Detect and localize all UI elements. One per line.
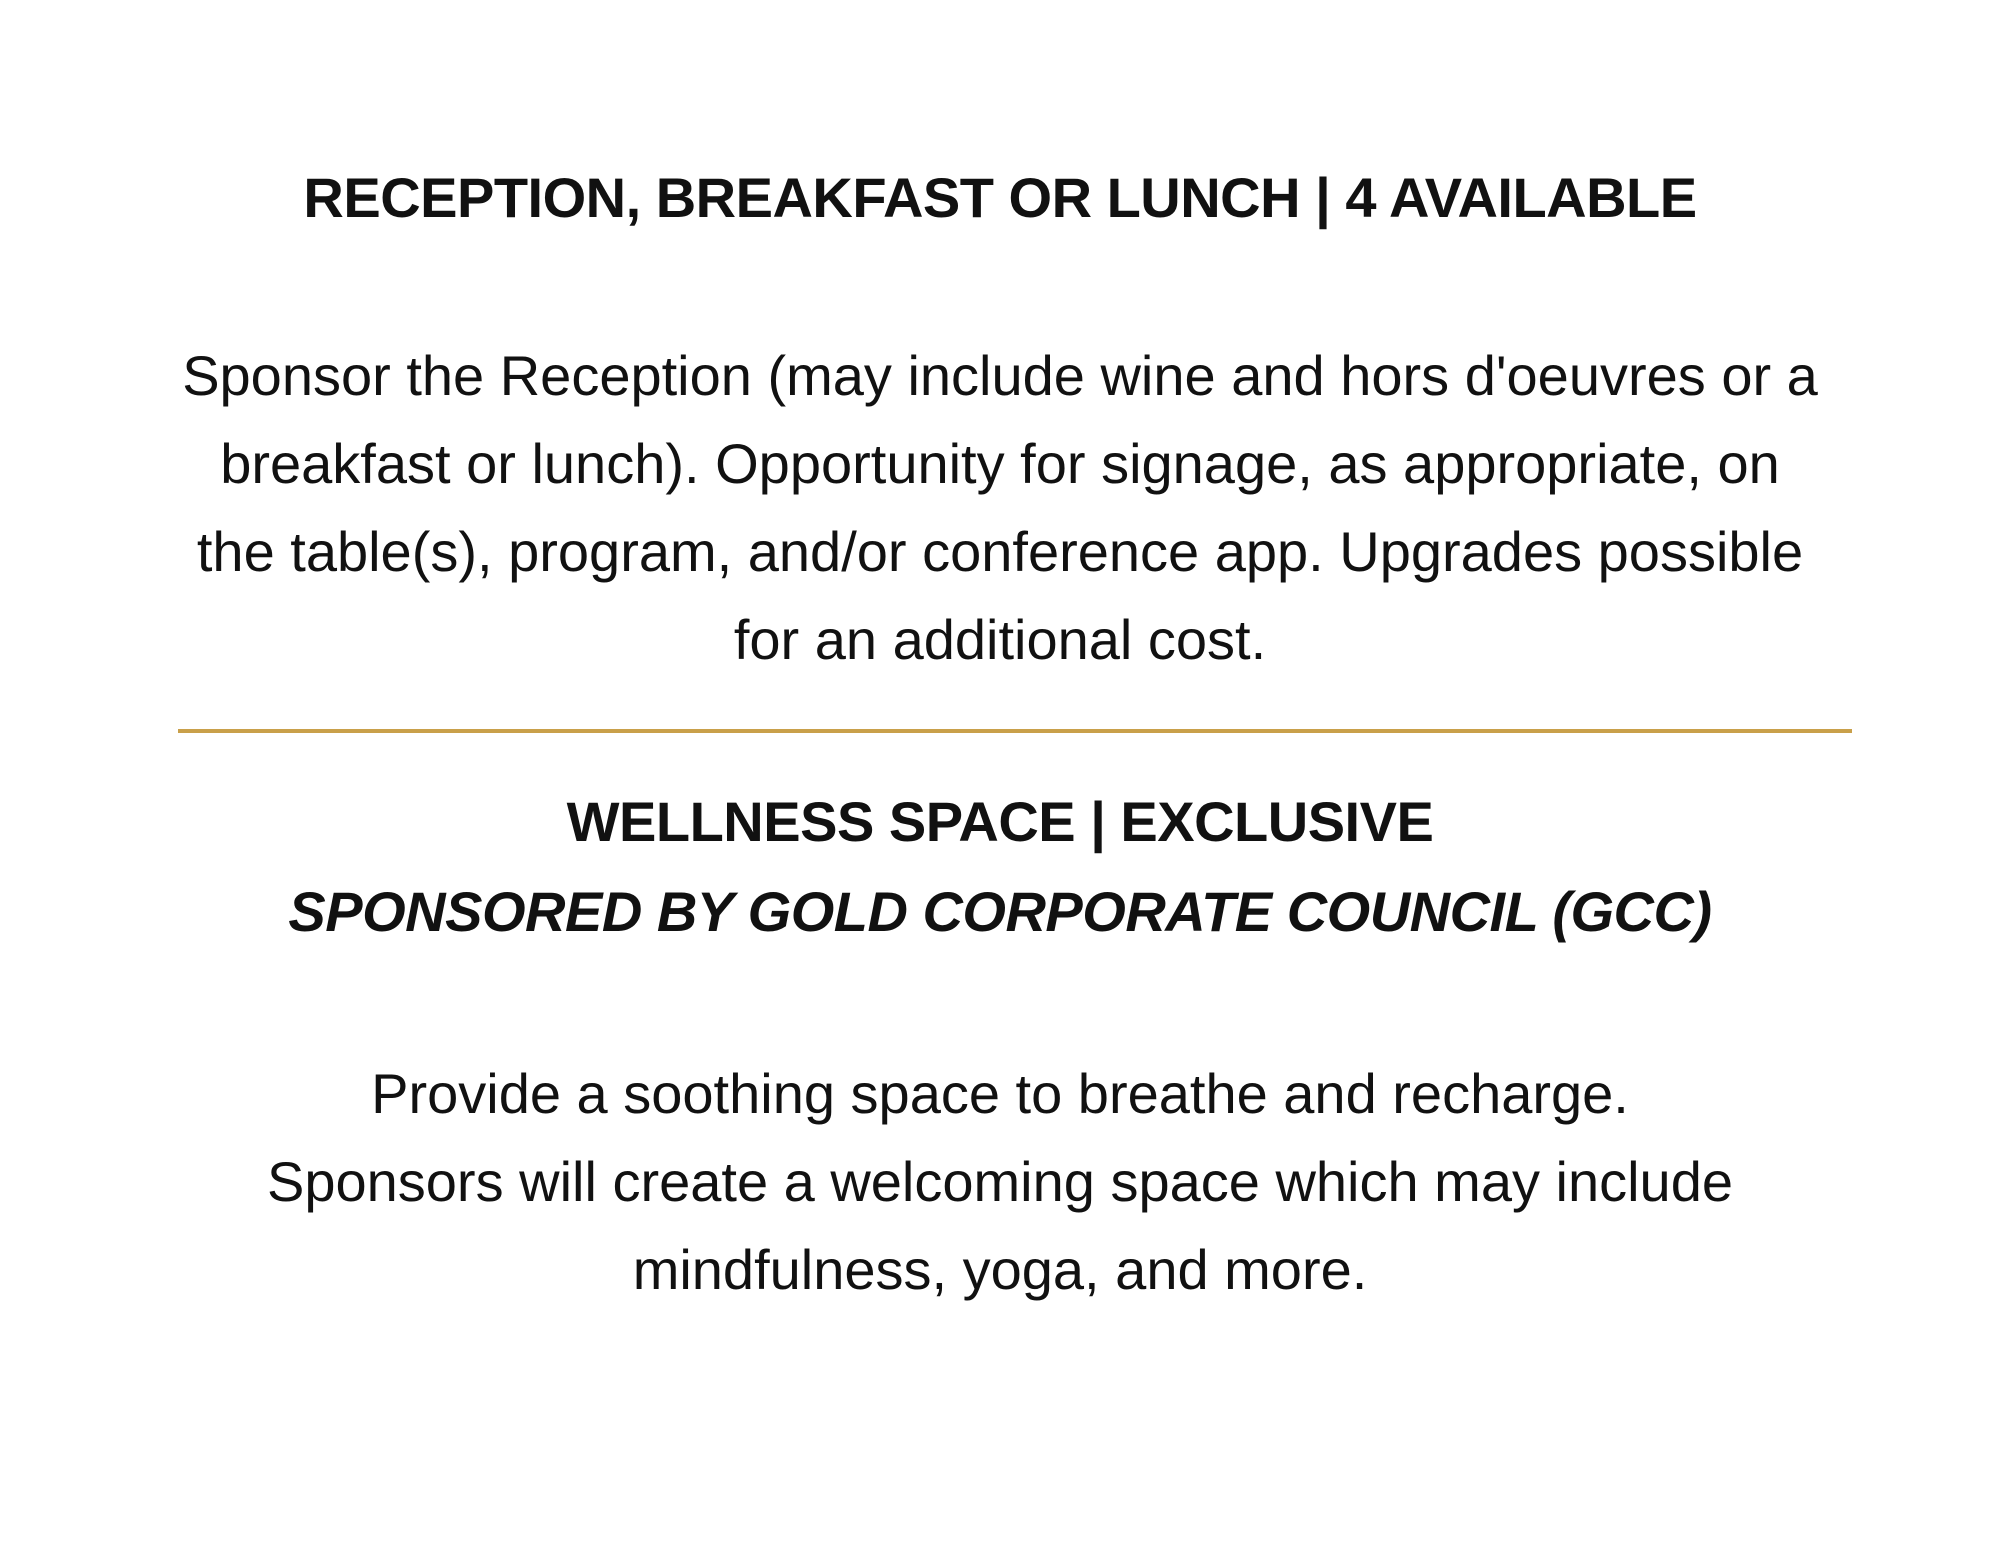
reception-description-line: the table(s), program, and/or conference app. Upgrades possible — [196, 520, 1804, 583]
wellness-heading: WELLNESS SPACE | EXCLUSIVE — [566, 790, 1434, 853]
wellness-description — [100, 1050, 1900, 1314]
reception-description-line: breakfast or lunch). Opportunity for signage, as appropriate, on — [220, 432, 1780, 495]
reception-description — [100, 332, 1900, 684]
reception-description-line: for an additional cost. — [733, 608, 1267, 671]
section-divider — [178, 729, 1852, 733]
wellness-description-line: Sponsors will create a welcoming space which may include — [266, 1150, 1733, 1213]
wellness-description-line: Provide a soothing space to breathe and recharge. — [371, 1062, 1629, 1125]
wellness-sponsor-subheading: SPONSORED BY GOLD CORPORATE COUNCIL (GCC) — [288, 880, 1712, 943]
wellness-description-line: mindfulness, yoga, and more. — [632, 1238, 1368, 1301]
reception-heading: RECEPTION, BREAKFAST OR LUNCH | 4 AVAILABLE — [303, 166, 1697, 229]
reception-description-line: Sponsor the Reception (may include wine and hors d'oeuvres or a — [182, 344, 1818, 407]
